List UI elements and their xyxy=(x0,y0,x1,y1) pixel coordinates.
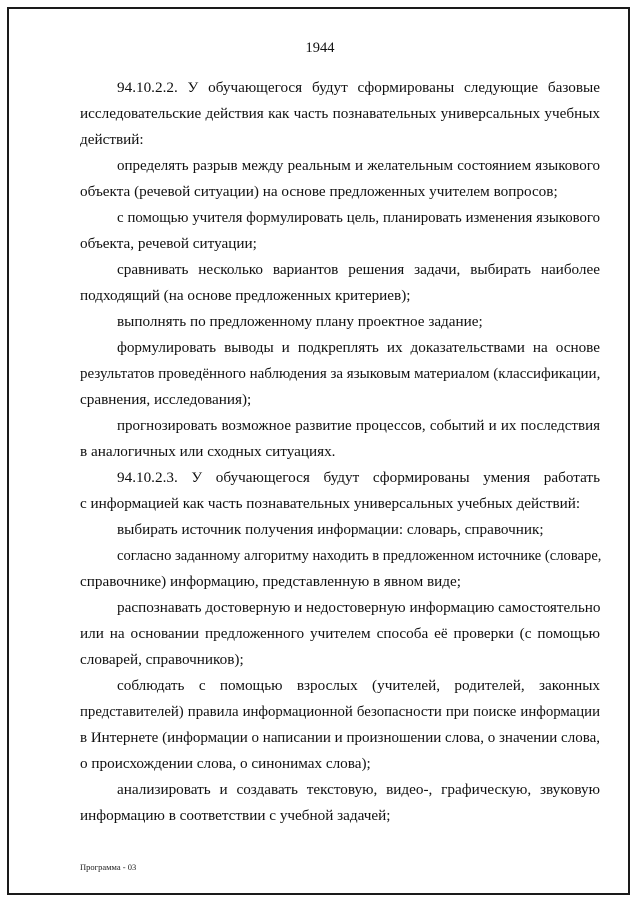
text-line: определять разрыв между реальным и желательным состоянием языкового xyxy=(117,158,600,174)
text-line: исследовательские действия как часть познавательных универсальных учебных xyxy=(80,105,600,122)
text-line: 94.10.2.3. У обучающегося будут сформированы умения работать xyxy=(117,469,600,486)
text-line: с информацией как часть познавательных универсальных учебных действий: xyxy=(80,495,581,512)
text-line: объекта, речевой ситуации; xyxy=(80,235,257,252)
text-line: формулировать выводы и подкреплять их доказательствами на основе xyxy=(117,339,600,356)
text-line: представителей) правила информационной безопасности при поиске информации xyxy=(80,704,600,720)
text-line: подходящий (на основе предложенных критериев); xyxy=(80,287,411,304)
text-line: действий: xyxy=(80,131,144,148)
text-line: сравнения, исследования); xyxy=(80,391,252,408)
text-line: в аналогичных или сходных ситуациях. xyxy=(80,443,336,460)
text-line: распознавать достоверную и недостоверную информацию самостоятельно xyxy=(117,599,601,616)
footer-label: Программа - 03 xyxy=(80,862,137,872)
text-line: с помощью учителя формулировать цель, планировать изменения языкового xyxy=(117,210,600,226)
text-line: соблюдать с помощью взрослых (учителей, родителей, законных xyxy=(117,677,600,694)
text-line: выбирать источник получения информации: словарь, справочник; xyxy=(117,521,544,538)
text-line: 94.10.2.2. У обучающегося будут сформированы следующие базовые xyxy=(117,79,600,96)
text-line: о происхождении слова, о синонимах слова); xyxy=(80,755,371,772)
text-line: объекта (речевой ситуации) на основе предложенных учителем вопросов; xyxy=(80,183,558,200)
text-line: сравнивать несколько вариантов решения задачи, выбирать наиболее xyxy=(117,261,600,278)
text-line: выполнять по предложенному плану проектное задание; xyxy=(117,313,483,330)
text-line: справочнике) информацию, представленную в явном виде; xyxy=(80,573,461,590)
text-line: результатов проведённого наблюдения за языковым материалом (классификации, xyxy=(80,366,601,382)
text-line: в Интернете (информации о написании и произношении слова, о значении слова, xyxy=(80,730,600,746)
page-number: 1944 xyxy=(305,40,335,56)
text-line: словарей, справочников); xyxy=(80,651,244,668)
text-line: информацию в соответствии с учебной задачей; xyxy=(80,807,391,824)
text-line: анализировать и создавать текстовую, видео-, графическую, звуковую xyxy=(117,781,600,798)
text-line: согласно заданному алгоритму находить в предложенном источнике (словаре, xyxy=(117,548,602,564)
text-line: прогнозировать возможное развитие процессов, событий и их последствия xyxy=(117,418,600,434)
text-line: или на основании предложенного учителем способа её проверки (с помощью xyxy=(80,625,600,642)
